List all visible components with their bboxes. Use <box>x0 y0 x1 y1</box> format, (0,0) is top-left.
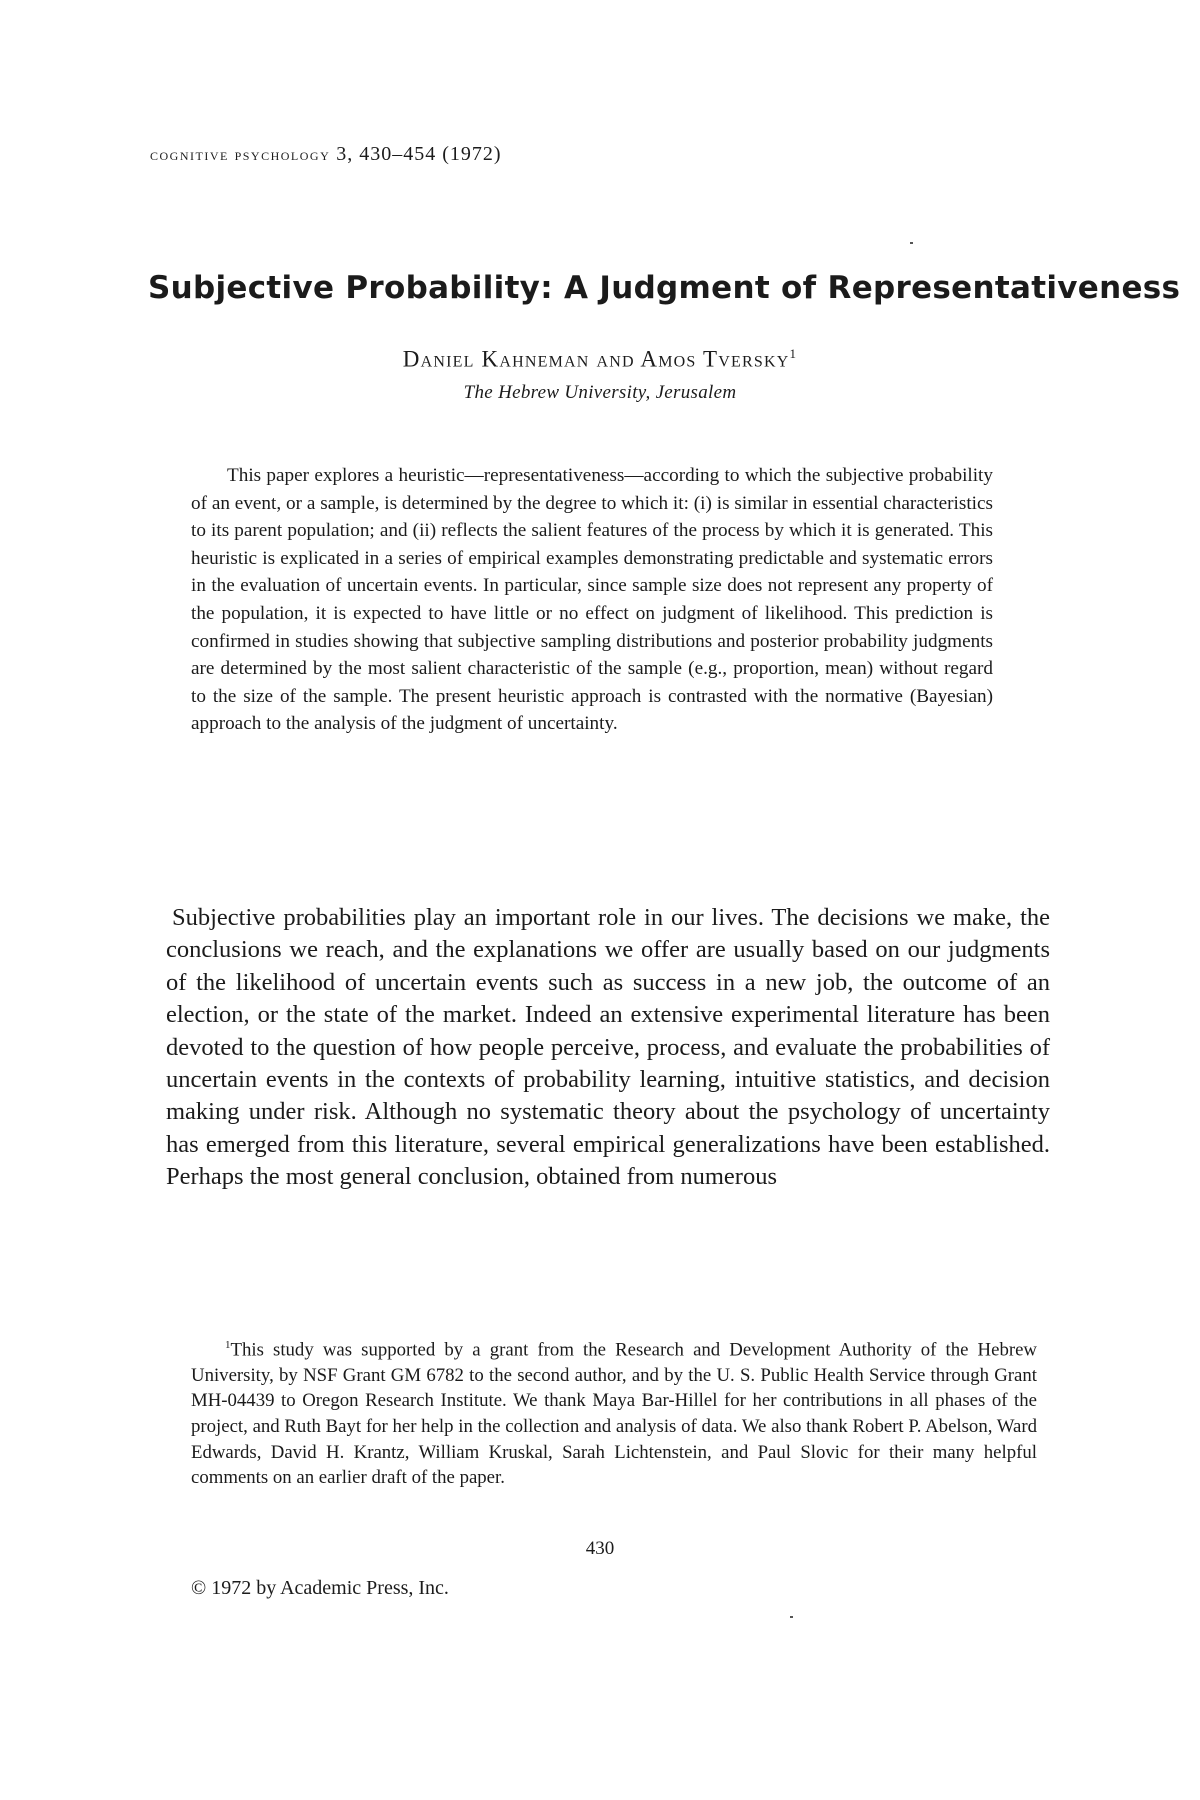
author-footnote-mark: 1 <box>789 346 798 361</box>
abstract: This paper explores a heuristic—representativeness—according to which the subjective probability of an event, or a sample, is determined by the degree to which it: (i) is similar in essential characteristics to its parent population; and (ii) reflects the salient features of the process by which it is generated. This heuristic is explicated in a series of empirical examples demonstrating predictable and systematic errors in the evaluation of uncertain events. In particular, since sample size does not represent any property of the population, it is expected to have little or no effect on judgment of likelihood. This prediction is confirmed in studies showing that subjective sampling distributions and posterior probability judgments are determined by the most salient characteristic of the sample (e.g., proportion, mean) without regard to the size of the sample. The present heuristic approach is contrasted with the normative (Bayesian) approach to the analysis of the judgment of uncertainty. <box>191 465 993 735</box>
journal-citation: 3, 430–454 (1972) <box>336 143 502 165</box>
footnote <box>191 1333 1037 1491</box>
footnote-mark: 1 <box>225 1339 231 1351</box>
scan-speck <box>790 1616 793 1618</box>
author-names: Daniel Kahneman and Amos Tversky <box>402 346 790 372</box>
page-number: 430 <box>585 1538 615 1559</box>
running-head <box>150 143 502 166</box>
journal-name: cognitive psychology <box>150 145 331 164</box>
scan-speck <box>910 242 913 244</box>
paper-title: Subjective Probability: A Judgment of Representativeness <box>148 270 1181 306</box>
affiliation: The Hebrew University, Jerusalem <box>463 382 737 403</box>
footnote-text: This study was supported by a grant from the Research and Development Authority of the Hebrew University, by NSF Grant GM 6782 to the second author, and by the U. S. Public Health Service through Grant MH-04439 to Oregon Research Institute. We thank Maya Bar-Hillel for her contributions in all phases of the project, and Ruth Bayt for her help in the collection and analysis of data. We also thank Robert P. Abelson, Ward Edwards, David H. Krantz, William Kruskal, Sarah Lichtenstein, and Paul Slovic for their many helpful comments on an earlier draft of the paper. <box>191 1339 1037 1489</box>
authors <box>0 346 1200 373</box>
copyright-line: © 1972 by Academic Press, Inc. <box>191 1577 449 1599</box>
body-paragraph: Subjective probabilities play an important role in our lives. The decisions we make, the conclusions we reach, and the explanations we offer are usually based on our judgments of the likelihood of uncertain events such as success in a new job, the outcome of an election, or the state of the market. Indeed an extensive experimental literature has been devoted to the question of how people perceive, process, and evaluate the probabilities of uncertain events in the contexts of probability learning, intuitive statistics, and decision making under risk. Although no systematic theory about the psychology of uncertainty has emerged from this literature, several empirical generalizations have been established. Perhaps the most general conclusion, obtained from numerous <box>166 904 1050 1191</box>
